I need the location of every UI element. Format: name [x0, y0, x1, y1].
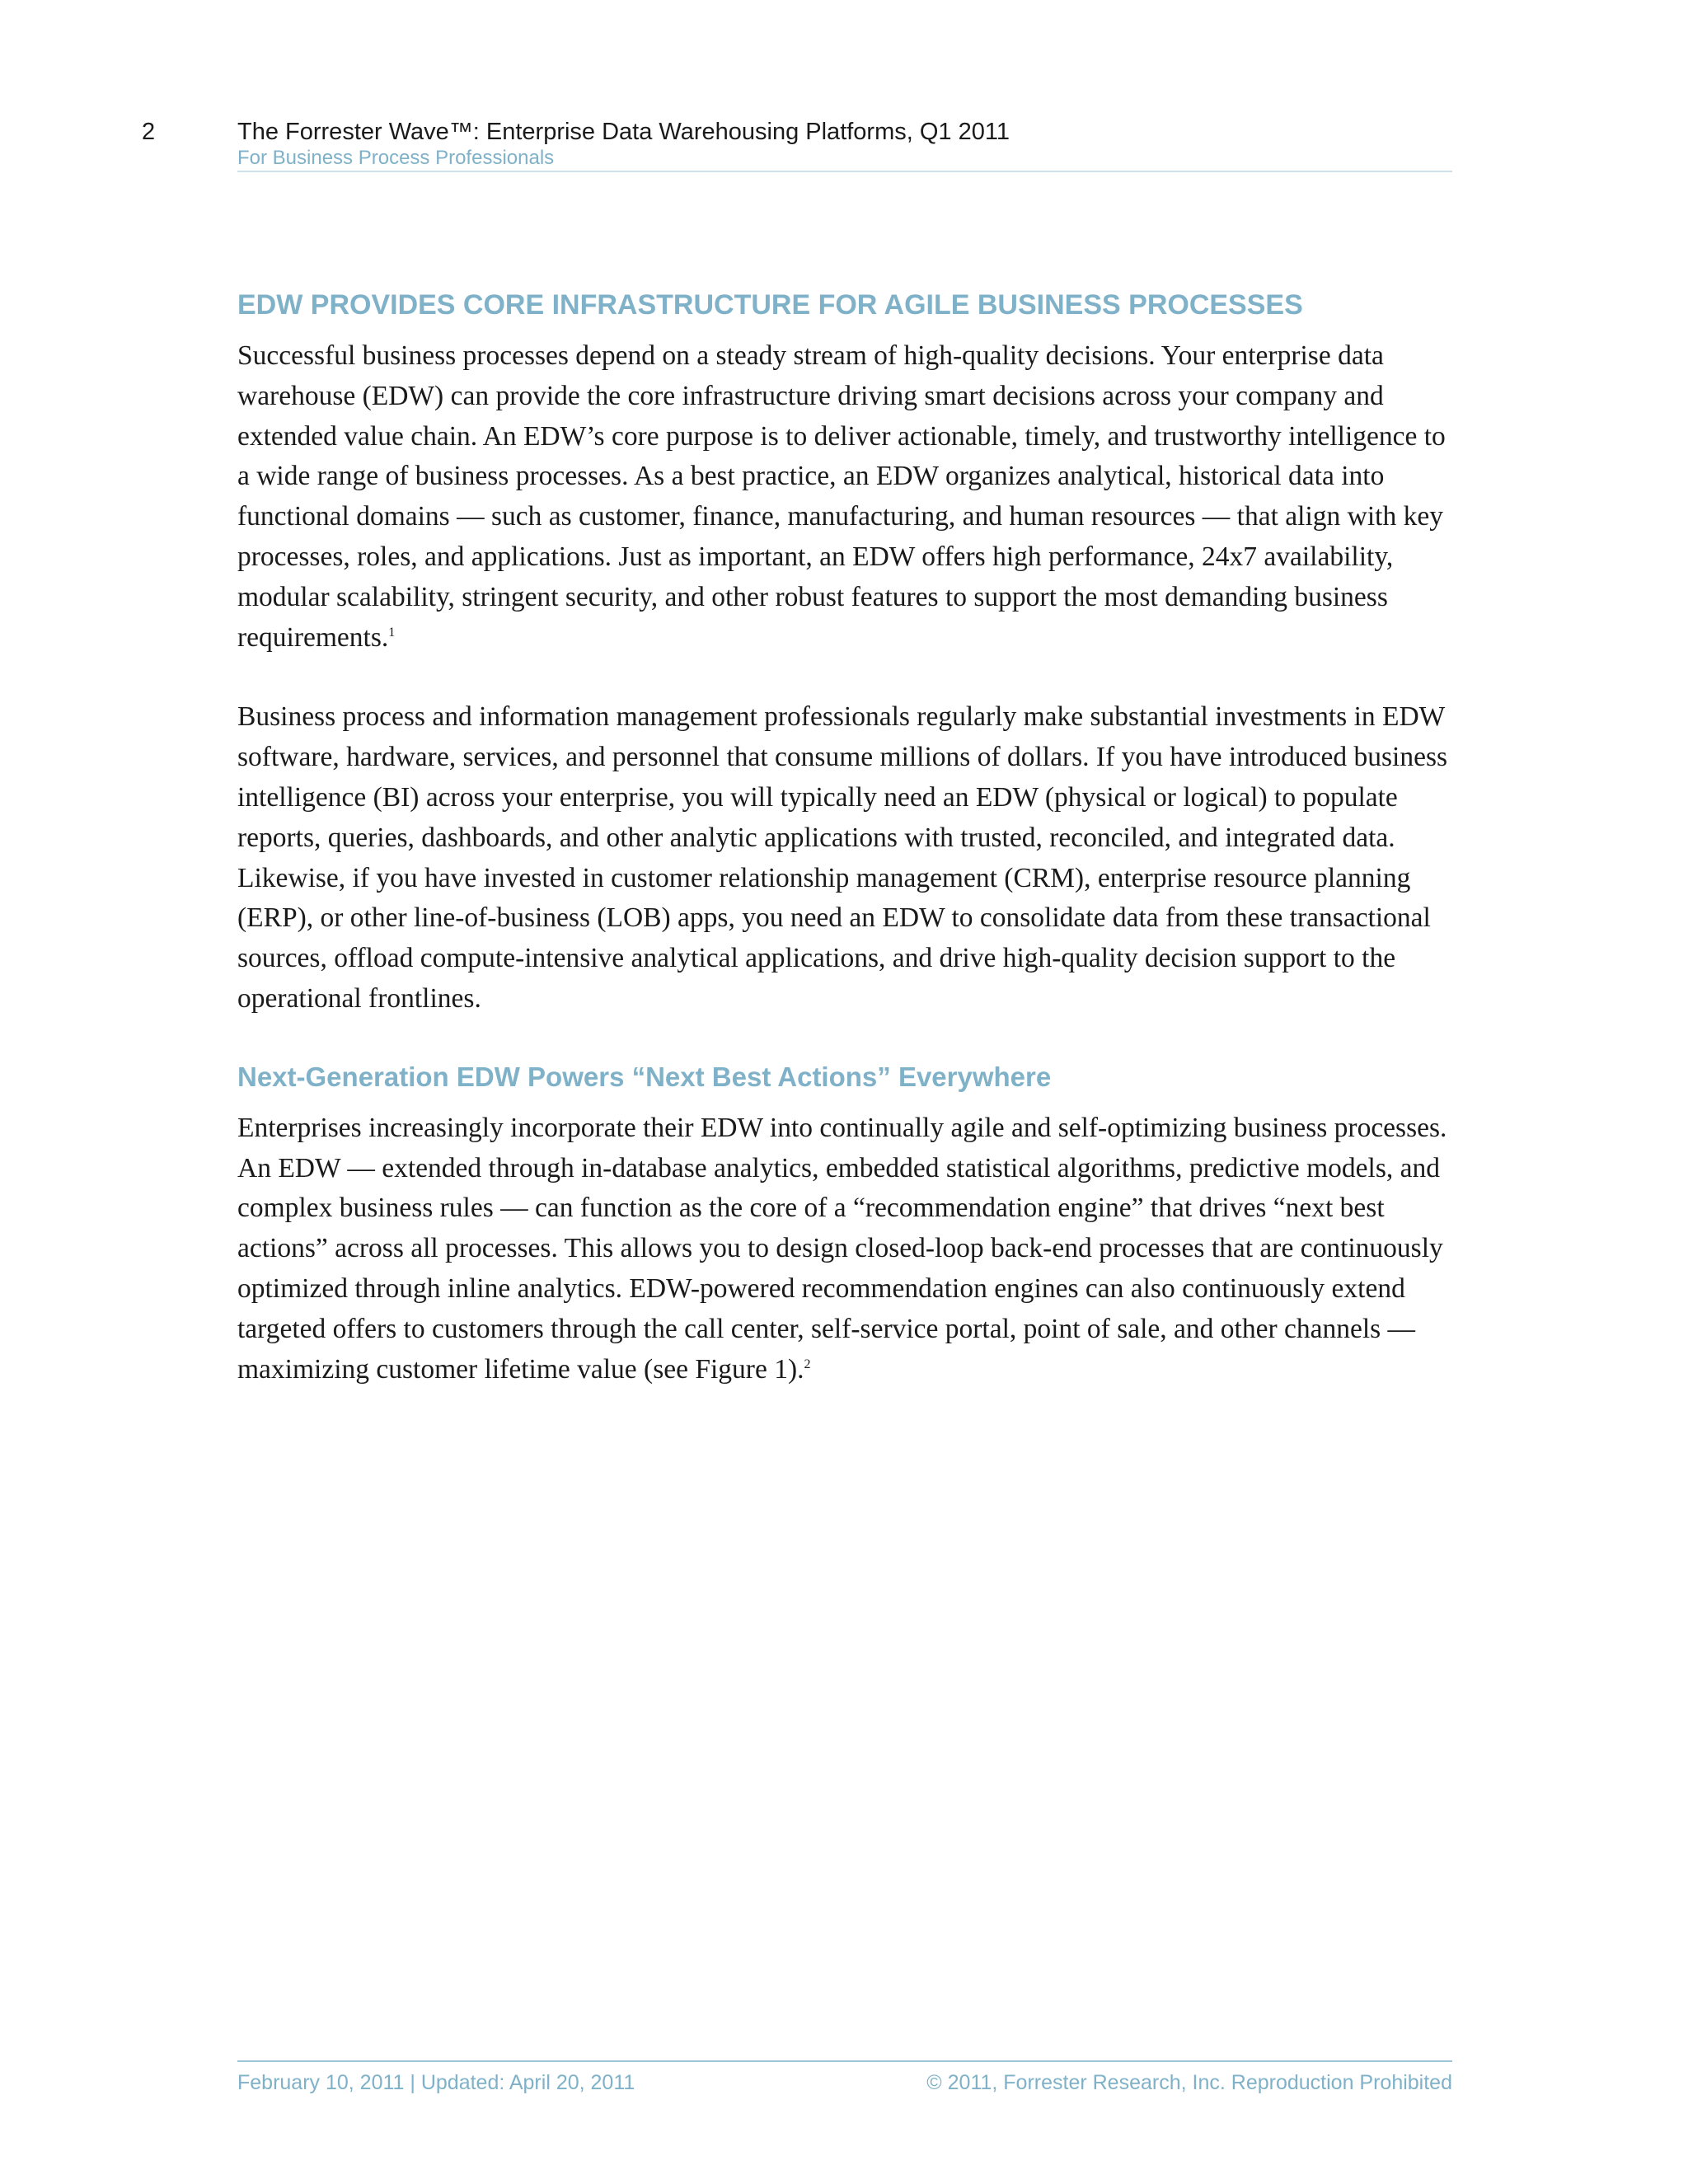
footnote-marker-2[interactable]: 2	[804, 1357, 811, 1371]
section-heading: EDW PROVIDES CORE INFRASTRUCTURE FOR AGILE BUSINESS PROCESSES	[237, 289, 1303, 321]
footer-copyright: © 2011, Forrester Research, Inc. Reproduction Prohibited	[926, 2071, 1452, 2094]
section-paragraph-2: Business process and information management professionals regularly make substantial investments in EDW software, hardware, services, and personnel that consume millions of dollars. If you have introduced business intelligence (BI) across your enterprise, you will typically need an EDW (physical or logical) to populate reports, queries, dashboards, and other analytic applications with trusted, reconciled, and integrated data. Likewise, if you have invested in customer relationship management (CRM), enterprise resource planning (ERP), or other line-of-business (LOB) apps, you need an EDW to consolidate data from these transactional sources, offload compute-intensive analytical applications, and drive high-quality decision support to the operational frontlines.	[237, 701, 1448, 1014]
footer-date: February 10, 2011 | Updated: April 20, 2011	[237, 2071, 635, 2094]
subsection-heading: Next-Generation EDW Powers “Next Best Actions” Everywhere	[237, 1061, 1052, 1092]
footer-divider	[237, 2060, 1452, 2062]
paragraph-text: Successful business processes depend on a steady stream of high-quality decisions. Your enterprise data warehouse (EDW) can provide the core infrastructure driving smart decisions across your company and extended value chain. An EDW’s core purpose is to deliver actionable, timely, and trustworthy intelligence to a wide range of business processes. As a best practice, an EDW organizes analytical, historical data into functional domains — such as customer, finance, manufacturing, and human resources — that align with key processes, roles, and applications. Just as important, an EDW offers high performance, 24x7 availability, modular scalability, stringent security, and other robust features to support the most demanding business requirements.	[237, 340, 1446, 653]
document-subtitle: For Business Process Professionals	[237, 147, 555, 169]
document-title: The Forrester Wave™: Enterprise Data Warehousing Platforms, Q1 2011	[237, 119, 1010, 145]
header-divider	[237, 171, 1452, 172]
page-header	[237, 117, 1452, 170]
paragraph-text: Enterprises increasingly incorporate their EDW into continually agile and self-optimizing business processes. An EDW — extended through in-database analytics, embedded statistical algorithms, predictive models, and complex business rules — can function as the core of a “recommendation engine” that drives “next best actions” across all processes. This allows you to design closed-loop back-end processes that are continuously optimized through inline analytics. EDW-powered recommendation engines can also continuously extend targeted offers to customers through the call center, self-service portal, point of sale, and other channels — maximizing customer lifetime value (see Figure 1).	[237, 1112, 1447, 1385]
footnote-marker-1[interactable]: 1	[388, 625, 396, 640]
main-content	[237, 287, 1452, 1390]
section-paragraph-1	[237, 336, 1452, 658]
page-number: 2	[142, 119, 156, 145]
subsection-paragraph-1	[237, 1108, 1452, 1390]
